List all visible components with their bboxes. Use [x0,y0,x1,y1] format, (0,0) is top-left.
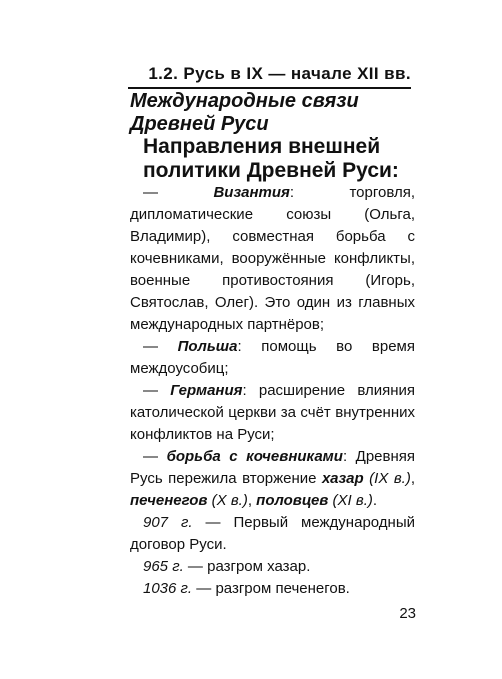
period: . [372,492,378,509]
century-note: (X в.) [207,492,248,509]
paragraph-text: : Древняя Русь пережила вторжение [130,448,415,487]
subheading: Направления внешней политики Древней Руси: [143,135,399,182]
paragraph-text: : торговля, дипломатические союзы (Ольга, Владимир), совместная борьба с кочевниками, вооружённые конфликты, военные противостояния (Игорь, Святослав, Олег). Это один из главных международных партнёров; [130,184,415,333]
term-nomads: борьба с кочевниками [166,448,343,465]
separator: , [410,470,415,487]
paragraph-nomads [130,446,415,512]
paragraph-text: : помощь во время междоусобиц; [130,338,415,377]
dash: — [143,382,171,399]
term-germany: Германия [170,382,243,399]
term-khazars: хазар [322,470,364,487]
term-polovtsy: половцев [256,492,329,509]
body-text [130,182,415,600]
paragraph-germany [130,380,415,446]
paragraph-text: — разгром печенегов. [192,580,350,597]
dash: — [143,184,214,201]
term-byzantium: Византия [213,184,290,201]
paragraph-byzantium [130,182,415,336]
term-pechenegs: печенегов [130,492,208,509]
paragraph-text: — разгром хазар. [183,558,311,575]
paragraph-date-1036 [130,578,415,600]
paragraph-poland [130,336,415,380]
section-title: Международные связи Древней Руси [130,90,359,135]
paragraph-text: : расширение влияния католической церкви за счёт внутренних конфликтов на Руси; [130,382,416,443]
date-label: 1036 г. [143,580,193,597]
term-poland: Польша [177,338,238,355]
date-label: 907 г. [143,514,193,531]
century-note: (IX в.) [363,470,411,487]
page-number: 23 [399,605,416,622]
running-header: 1.2. Русь в IX — начале XII вв. [128,64,411,89]
dash: — [143,448,167,465]
date-label: 965 г. [143,558,184,575]
paragraph-date-907 [130,512,415,556]
paragraph-text: — Первый международный договор Руси. [130,514,415,553]
century-note: (XI в.) [328,492,373,509]
dash: — [143,338,178,355]
separator: , [247,492,257,509]
paragraph-date-965 [130,556,415,578]
